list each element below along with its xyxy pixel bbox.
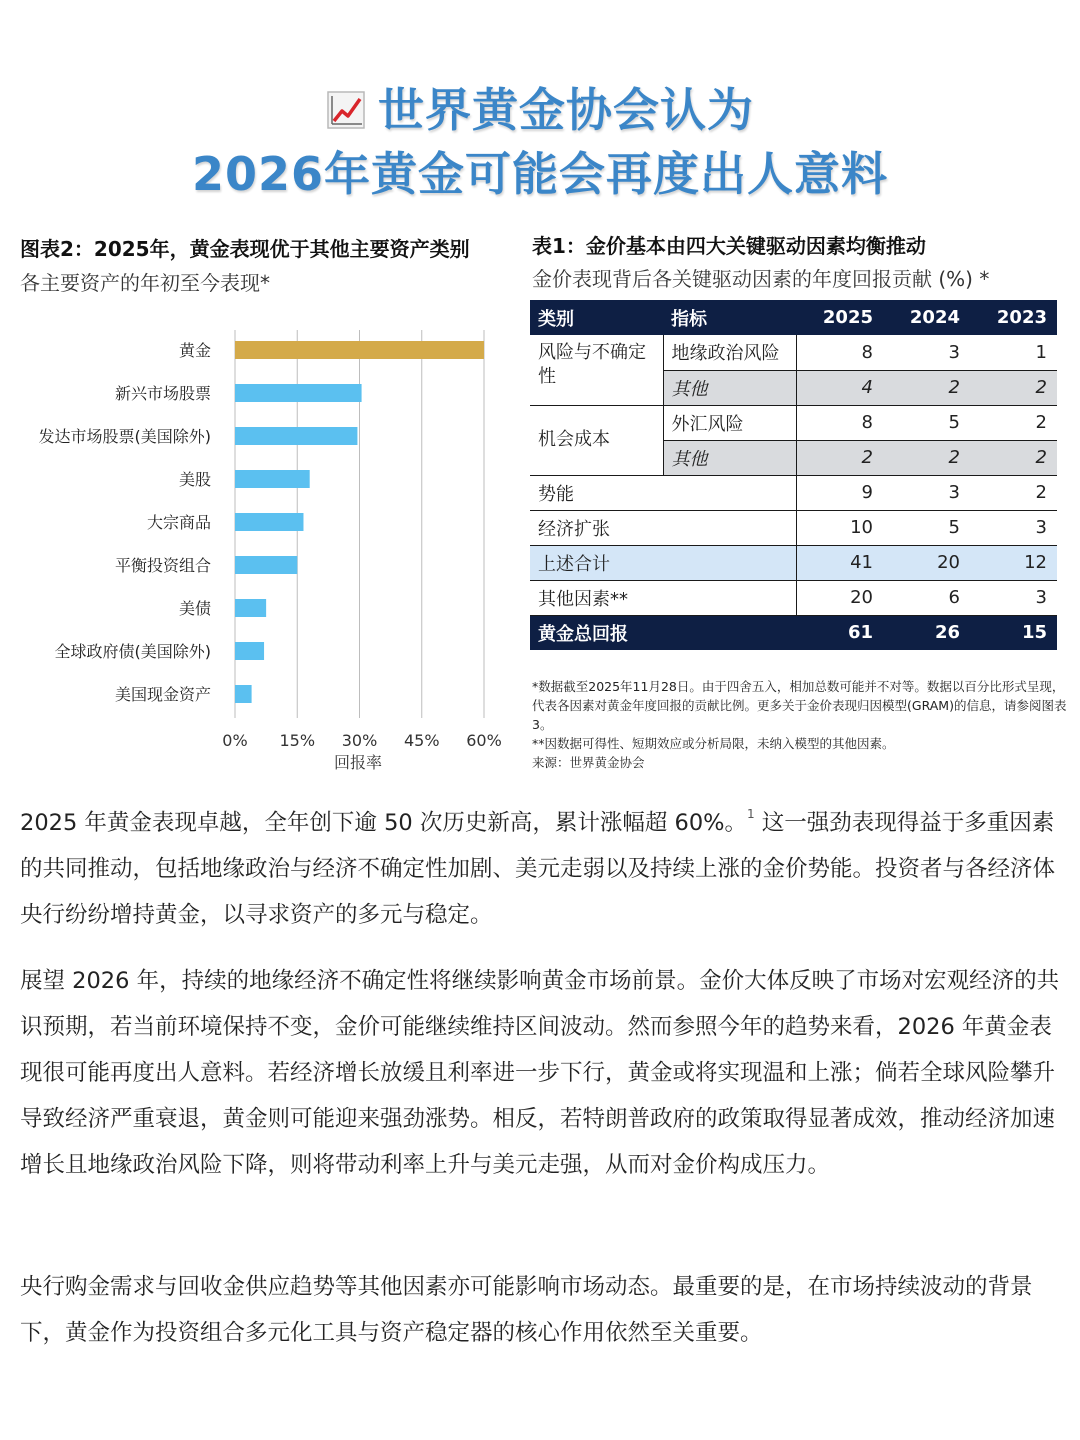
table-row-total	[530, 615, 1057, 650]
cell-2024: 20	[883, 545, 970, 580]
x-tick-label: 0%	[222, 731, 248, 750]
category-label: 美债	[178, 599, 211, 618]
x-tick-label: 15%	[279, 731, 316, 750]
table-subtitle: 金价表现背后各关键驱动因素的年度回报贡献 (%) *	[532, 267, 990, 291]
cell-2025: 4	[796, 370, 883, 405]
cell-2023: 2	[970, 440, 1057, 475]
table-row	[530, 510, 1057, 545]
category-label: 全球政府债(美国除外)	[54, 642, 211, 661]
cell-2023: 3	[970, 510, 1057, 545]
cell-2023: 2	[970, 475, 1057, 510]
header-2024: 2024	[883, 300, 970, 335]
footnote-ref: 1	[747, 807, 755, 821]
row-indicator: 外汇风险	[663, 405, 796, 440]
table-header-row	[530, 300, 1057, 335]
header-2025: 2025	[796, 300, 883, 335]
bar	[235, 556, 297, 574]
cell-2024: 3	[883, 475, 970, 510]
table-notes	[532, 677, 1067, 772]
cell-2025: 61	[796, 615, 883, 650]
note-source: 来源：世界黄金协会	[532, 755, 645, 770]
header-indicator: 指标	[663, 300, 796, 335]
bar	[235, 513, 303, 531]
x-axis-label: 回报率	[333, 753, 383, 772]
row-category: 风险与不确定性	[530, 335, 663, 405]
cell-2023: 2	[970, 370, 1057, 405]
category-label: 美股	[178, 470, 211, 489]
factor-table	[530, 300, 1057, 650]
cell-2025: 2	[796, 440, 883, 475]
cell-2024: 3	[883, 335, 970, 370]
cell-2024: 26	[883, 615, 970, 650]
row-category: 势能	[530, 475, 796, 510]
category-label: 平衡投资组合	[114, 556, 211, 575]
bar	[235, 341, 484, 359]
bar	[235, 685, 252, 703]
table-row	[530, 405, 1057, 440]
category-label: 美国现金资产	[114, 685, 211, 704]
row-indicator: 其他	[663, 440, 796, 475]
cell-2024: 2	[883, 370, 970, 405]
cell-2025: 10	[796, 510, 883, 545]
chart-up-icon	[326, 90, 366, 130]
x-tick-label: 45%	[403, 731, 440, 750]
cell-2025: 20	[796, 580, 883, 615]
figure-title: 图表2：2025年，黄金表现优于其他主要资产类别	[20, 237, 470, 261]
bar	[235, 384, 362, 402]
bar-chart	[0, 310, 520, 780]
category-label: 黄金	[178, 341, 211, 360]
table-row	[530, 580, 1057, 615]
bar	[235, 642, 264, 660]
headline-line-2: 2026年黄金可能会再度出人意料	[191, 147, 889, 201]
cell-2023: 3	[970, 580, 1057, 615]
cell-2025: 8	[796, 405, 883, 440]
cell-2025: 41	[796, 545, 883, 580]
row-category: 黄金总回报	[530, 615, 796, 650]
cell-2023: 1	[970, 335, 1057, 370]
table-row	[530, 335, 1057, 370]
cell-2023: 12	[970, 545, 1057, 580]
category-label: 发达市场股票(美国除外)	[38, 427, 211, 446]
row-category: 机会成本	[530, 405, 663, 475]
table-row-subtotal	[530, 545, 1057, 580]
table-title: 表1：金价基本由四大关键驱动因素均衡推动	[532, 234, 926, 258]
cell-2023: 15	[970, 615, 1057, 650]
headline-text-1: 世界黄金协会认为	[378, 83, 754, 137]
paragraph-1: 2025 年黄金表现卓越，全年创下逾 50 次历史新高，累计涨幅超 60%。$^1$ 这一强劲表现得益于多重因素的共同推动，包括地缘政治与经济不确定性加剧、美元走弱以及持续上涨的金价势能。投资者与各经济体央行纷纷增持黄金，以寻求资产的多元与稳定。	[20, 807, 1056, 928]
cell-2025: 9	[796, 475, 883, 510]
bar	[235, 599, 266, 617]
cell-2025: 8	[796, 335, 883, 370]
category-label: 大宗商品	[146, 513, 211, 532]
cell-2024: 6	[883, 580, 970, 615]
row-indicator: 地缘政治风险	[663, 335, 796, 370]
cell-2024: 5	[883, 405, 970, 440]
paragraph-2: 展望 2026 年，持续的地缘经济不确定性将继续影响黄金市场前景。金价大体反映了市场对宏观经济的共识预期，若当前环境保持不变，金价可能继续维持区间波动。然而参照今年的趋势来看，2026 年黄金表现很可能再度出人意料。若经济增长放缓且利率进一步下行，黄金或将实现温和上涨；倘若全球风险攀升导致经济严重衰退，黄金则可能迎来强劲涨势。相反，若特朗普政府的政策取得显著成效，推动经济加速增长且地缘政治风险下降，则将带动利率上升与美元走强，从而对金价构成压力。	[20, 968, 1060, 1178]
headline-line-1	[0, 74, 1080, 140]
cell-2024: 2	[883, 440, 970, 475]
x-tick-label: 60%	[466, 731, 502, 750]
note-2: **因数据可得性、短期效应或分析局限，未纳入模型的其他因素。	[532, 736, 895, 751]
paragraph-3: 央行购金需求与回收金供应趋势等其他因素亦可能影响市场动态。最重要的是，在市场持续波动的背景下，黄金作为投资组合多元化工具与资产稳定器的核心作用依然至关重要。	[20, 1274, 1033, 1346]
category-label: 新兴市场股票	[114, 384, 211, 403]
bar	[235, 427, 357, 445]
figure-subtitle: 各主要资产的年初至今表现*	[20, 271, 270, 295]
row-indicator: 其他	[663, 370, 796, 405]
header-category: 类别	[530, 300, 663, 335]
cell-2024: 5	[883, 510, 970, 545]
note-1: *数据截至2025年11月28日。由于四舍五入，相加总数可能并不对等。数据以百分比形式呈现，代表各因素对黄金年度回报的贡献比例。更多关于金价表现归因模型(GRAM)的信息，请参阅图表3。	[532, 679, 1067, 732]
bar	[235, 470, 310, 488]
row-category: 经济扩张	[530, 510, 796, 545]
row-category: 上述合计	[530, 545, 796, 580]
table-row	[530, 475, 1057, 510]
header-2023: 2023	[970, 300, 1057, 335]
x-tick-label: 30%	[341, 731, 378, 750]
row-category: 其他因素**	[530, 580, 796, 615]
cell-2023: 2	[970, 405, 1057, 440]
